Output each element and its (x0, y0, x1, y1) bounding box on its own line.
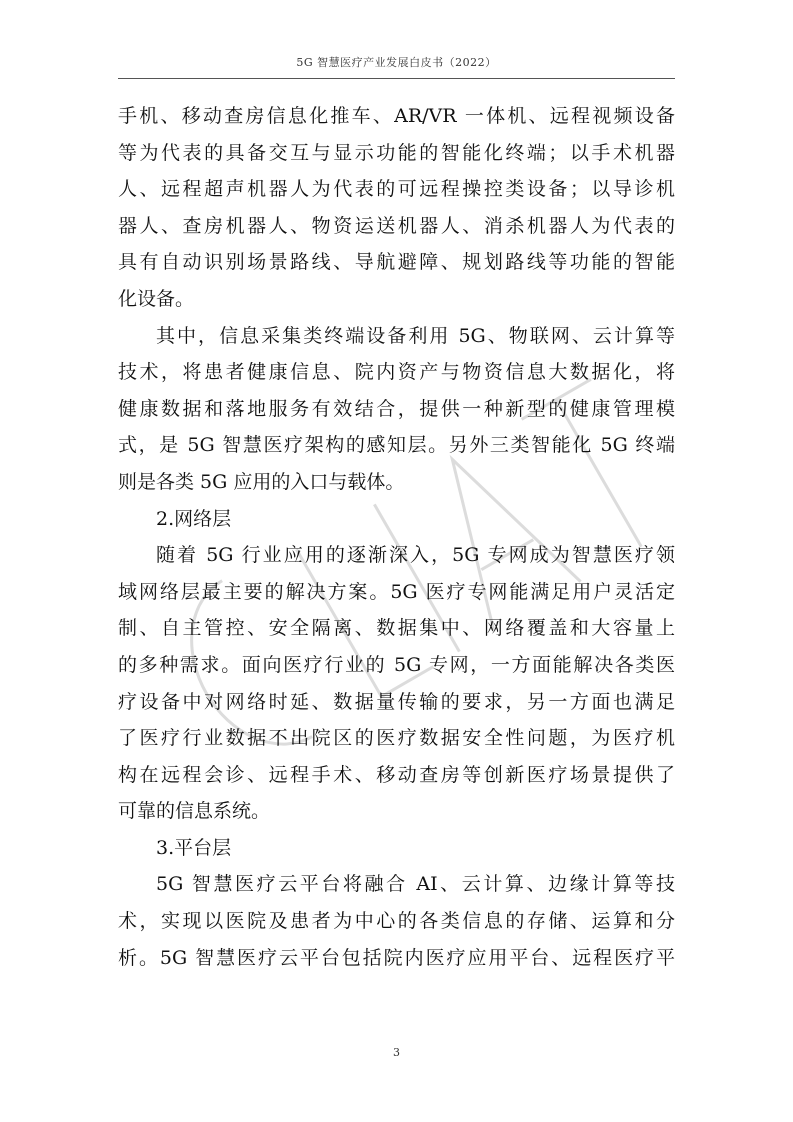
text-line: 析。5G 智慧医疗云平台包括院内医疗应用平台、远程医疗平 (118, 946, 675, 969)
text-line: 制、自主管控、安全隔离、数据集中、网络覆盖和大容量上 (118, 617, 675, 640)
body-text (118, 98, 675, 976)
text-line: 域网络层最主要的解决方案。5G 医疗专网能满足用户灵活定 (118, 580, 675, 603)
text-line: 等为代表的具备交互与显示功能的智能化终端；以手术机器 (118, 141, 675, 164)
text-line: 具有自动识别场景路线、导航避障、规划路线等功能的智能 (118, 251, 675, 274)
section-heading: 3.平台层 (156, 836, 232, 859)
text-line: 其中，信息采集类终端设备利用 5G、物联网、云计算等 (156, 324, 675, 347)
running-header: 5G 智慧医疗产业发展白皮书（2022） (296, 56, 497, 69)
text-line: 随着 5G 行业应用的逐渐深入，5G 专网成为智慧医疗领 (156, 544, 675, 567)
text-line: 的多种需求。面向医疗行业的 5G 专网，一方面能解决各类医 (118, 653, 675, 676)
text-line: 式，是 5G 智慧医疗架构的感知层。另外三类智能化 5G 终端 (118, 434, 675, 457)
text-line: 技术，将患者健康信息、院内资产与物资信息大数据化，将 (118, 361, 675, 384)
text-line: 疗设备中对网络时延、数据量传输的要求，另一方面也满足 (118, 690, 675, 713)
text-line: 了医疗行业数据不出院区的医疗数据安全性问题，为医疗机 (118, 727, 675, 750)
header-rule (118, 78, 675, 79)
text-line: 构在远程会诊、远程手术、移动查房等创新医疗场景提供了 (118, 763, 675, 786)
text-line: 可靠的信息系统。 (118, 800, 271, 823)
text-line: 手机、移动查房信息化推车、AR/VR 一体机、远程视频设备 (118, 105, 675, 127)
section-heading: 2.网络层 (156, 507, 232, 530)
text-line: 术，实现以医院及患者为中心的各类信息的存储、运算和分 (118, 910, 675, 933)
text-line: 化设备。 (118, 287, 195, 310)
text-line: 5G 智慧医疗云平台将融合 AI、云计算、边缘计算等技 (156, 873, 675, 896)
page-number: 3 (393, 1046, 400, 1059)
text-line: 健康数据和落地服务有效结合，提供一种新型的健康管理模 (118, 397, 675, 420)
text-line: 器人、查房机器人、物资运送机器人、消杀机器人为代表的 (118, 214, 675, 237)
text-line: 人、远程超声机器人为代表的可远程操控类设备；以导诊机 (118, 178, 675, 201)
text-line: 则是各类 5G 应用的入口与载体。 (118, 470, 405, 493)
